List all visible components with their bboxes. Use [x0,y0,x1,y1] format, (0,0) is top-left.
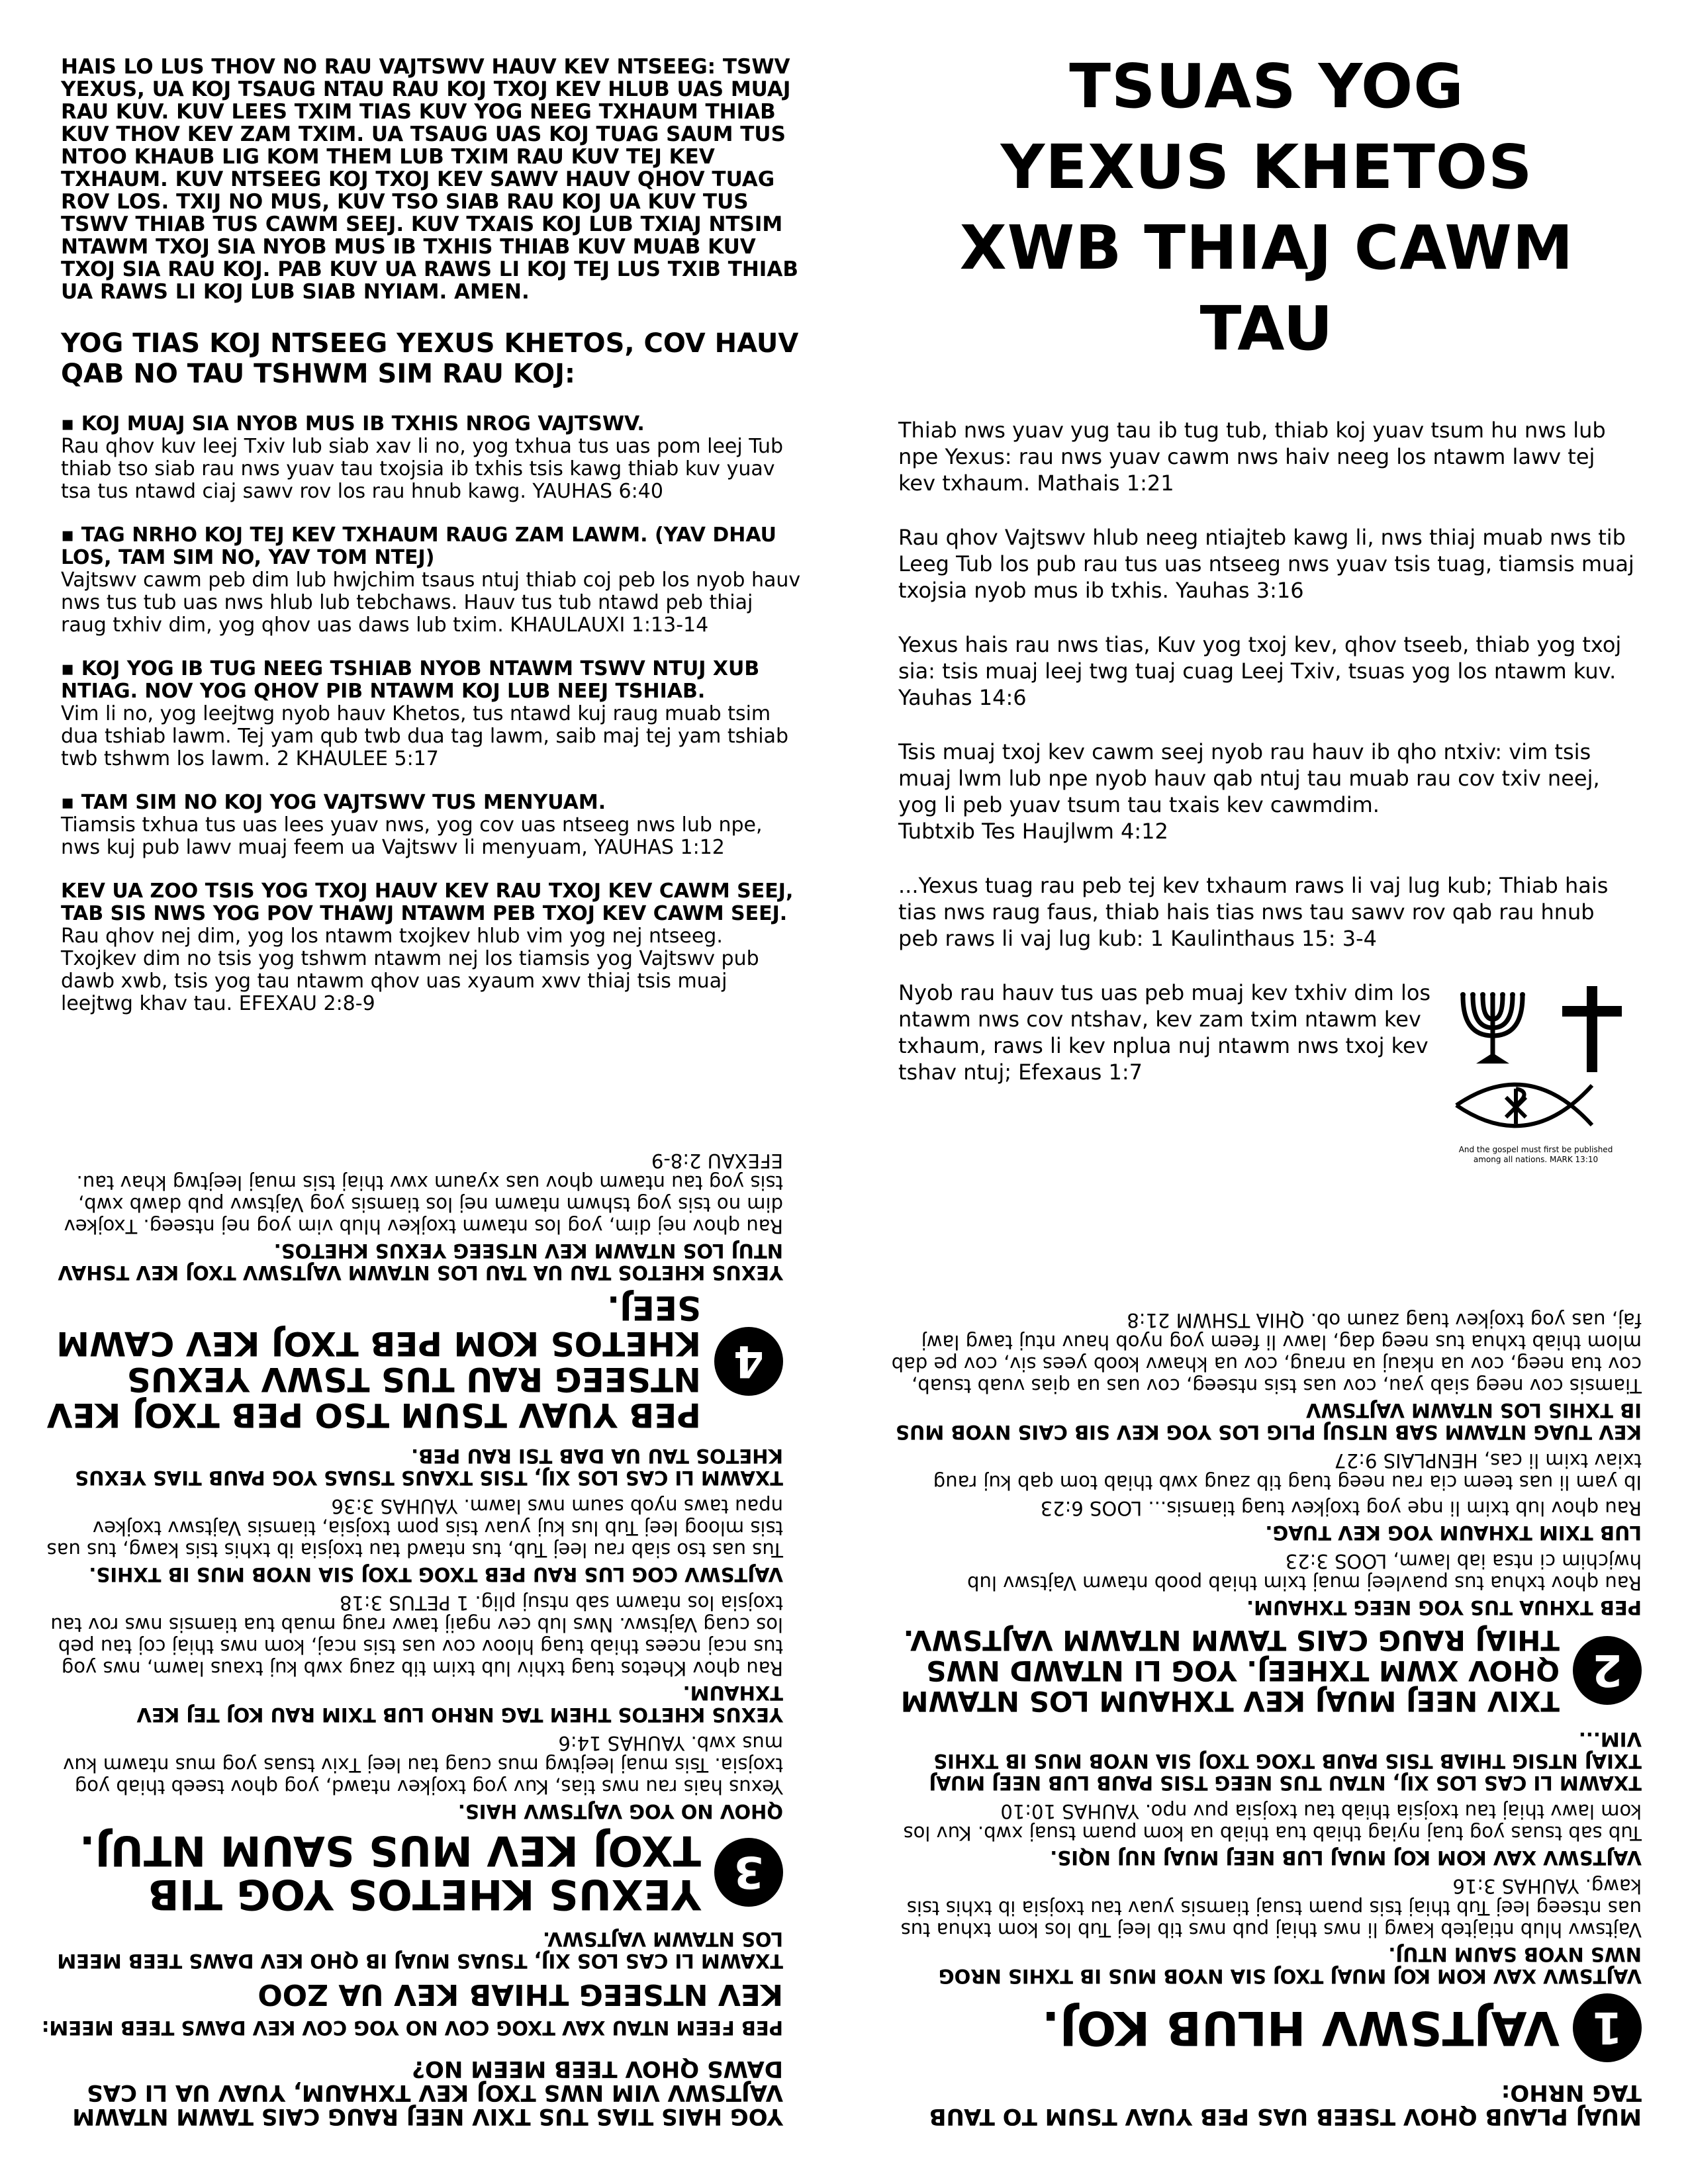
item-subheading: PEB TXHUA TUS YOG NEEG TXHAUM. [1246,1596,1642,1619]
item-text: Tus uas tso siab rau leej Tub, tus ntawd tau txojsia ib txhis tsis kawg, tus uas tsis mloog leej Tub lus kuj yuav tsis pom txojsia, tiamsis Vajtswv txojkev npau taws nyob saum nws lawm. YAUHAS 3:36 [46,1495,783,1561]
item-text: Yexus hais rau nws tias, Kuv yog txojkev ntawd, yog qhov tseeb thiab yog txojsia. Tsis muaj leejtwg mus cuag tau leej Txiv tsuas yog mus ntawm kuv mus xwb. YAUHAS 14:6 [63,1732,783,1798]
verse-text: ...Yexus tuag rau peb tej kev txhaum raws li vaj lug kub; Thiab hais tias nws raug faus, thiab hais tias nws tau sawv rov qab rau hnub peb raws li vaj lug kub: 1 Kaulinthaus 15: 3-4 [898,873,1609,951]
item-text: Rau qhov txhua tus puavleej muaj txim thiab poob ntawm Vajtswv lub hwjchim ci ntsa iab lawm, LOOS 3:23 [967,1550,1642,1594]
cover-title-line: YEXUS KHETOS [1000,132,1533,203]
item-subheading: QHOV NO YOG VAJTSWV HAIS. [457,1800,783,1823]
verse-text: Thiab nws yuav yug tau ib tug tub, thiab koj yuav tsum hu nws lub npe Yexus: rau nws yuav cawm nws haiv neeg los ntawm lawv tej kev txhaum. Mathais 1:21 [898,418,1606,496]
point-text: Rau qhov nej dim, yog los ntawm txojkev hlub vim yog nej ntseeg. Txojkev dim no tsis yog tshwm ntawm nej los tiamsis yog Vajtswv pub dawb xwb, tsis yog tau ntawm qhov uas xyaum xwv thiaj tsis muaj leejtwg khav tau. EFEXAU 2:8-9 [61,925,759,1015]
item-subheading: TXAWM LI CAS LOS XIJ, NTAU TUS NEEG TSIS PAUB LUB NEEJ MUAJ TXIAJ NTSIG THIAB TSIS PAUB TXOG TXOJ SIA NYOB MUS IB TXHIS VIM... [929,1728,1642,1794]
item-subheading: VAJTSWV XAV KOM KOJ MUAJ TXOJ SIA NYOB MUS IB TXHIS NROG NWS NYOB SAUM NTUJ. [938,1943,1642,1987]
section-header [40,1827,783,1919]
cover-title-line: TSUAS YOG [1069,51,1464,122]
point-item [61,880,804,1015]
item-text: Tub sab tsuas yog tuaj nyiag thiab tua thiab ua kom puam tsuaj xwb. Kuv los kom lawv thiaj tau txojsia thiab tau txojsia puv npo. YAUHAS 10:10 [903,1800,1642,1844]
verse-text [898,739,1635,844]
lead-question: MUAJ PLAUB QHOV TSEEB UAS PEB YUAV TSUM TO TAUB TAG NRHO: [929,2079,1642,2130]
item-text: Rau qhov nej dim, yog los ntawm txojkev hlub vim yog nej ntseeg. Txojkev dim no tsis yog tshwm ntawm nej los tiamsis yog Vajtswv pub dawb xwb, tsis yog tau ntawm qhov uas xyaum xwv thiaj tsis muaj leejtwg khav tau. EFEXAU 2:8-9 [64,1150,783,1238]
item-subheading: YEXUS KHETOS THEM TAG NRHO LUB TXIM RAU KOJ TEJ KEV TXHAUM. [136,1682,783,1726]
point-text: Tiamsis txhua tus uas lees yuav nws, yog cov uas ntseeg nws lub npe, nws kuj pub lawv muaj feem ua Vajtswv li menyuam, YAUHAS 1:12 [61,813,763,859]
section-title: YEXUS KHETOS YOG TIB TXOJ KEV MUS SAUM NTUJ. [79,1827,701,1919]
lead-question: YOG HAIS TIAS TUS TXIV NEEJ RAUG CAIS TAWM NTAWM VAJTSWV VIM NWS TXOJ KEV TXHAUM, YUAV UA LI CAS DAWS QHOV TEEB MEEM NO? [72,2056,783,2130]
prayer-text: HAIS LO LUS THOV NO RAU VAJTSWV HAUV KEV NTSEEG: TSWV YEXUS, UA KOJ TSAUG NTAU RAU KOJ TXOJ KEV HLUB UAS MUAJ RAU KUV. KUV LEES TXIM TIAS KUV YOG NEEG TXHAUM THIAB KUV THOV KEV ZAM TXIM. UA TSAUG UAS KOJ TUAG SAUM TUS NTOO KHAUB LIG KOM THEM LUB TXIM RAU KUV TEJ KEV TXHAUM. KUV NTSEEG KOJ TXOJ KEV SAWV HAUV QHOV TUAG ROV LOS. TXIJ NO MUS, KUV TSO SIAB RAU KOJ UA KUV TUS TSWV THIAB TUS CAWM SEEJ. KUV TXAIS KOJ LUB TXIAJ NTSIM NTAWM TXOJ SIA NYOB MUS IB TXHIS THIAB KUV MUAB KUV TXOJ SIA RAU KOJ. PAB KUV UA RAWS LI KOJ TEJ LUS TXIB THIAB UA RAWS LI KOJ LUB SIAB NYIAM. AMEN. [61,55,798,304]
point-item [61,413,804,503]
menorah-icon [1450,989,1536,1069]
item-subheading: LUB TXIM TXHAUM YOG KEV TUAG. [1265,1522,1642,1544]
verse-text: Rau qhov Vajtswv hlub neeg ntiajteb kawg li, nws thiaj muab nws tib Leeg Tub los pub rau tus uas ntseeg nws yuav tsis tuag, tiamsis muaj txojsia nyob mus ib txhis. Yauhas 3:16 [898,525,1634,603]
point-item [61,658,804,770]
section-header [890,1625,1642,1716]
point-title: ▪ TAM SIM NO KOJ YOG VAJTSWV TUS MENYUAM. [61,791,606,814]
verse-text: Nyob rau hauv tus uas peb muaj kev txhiv dim los ntawm nws cov ntshav, kev zam txim ntawm kev txhaum, raws li kev nplua nuj ntawm nws txoj kev tshav ntuj; Efexaus 1:7 [898,980,1431,1085]
section-header [890,1993,1642,2062]
lead-title: KEV NTSEEG THIAB KEV UA ZOO [258,1978,783,2011]
symbols-top [1450,986,1622,1072]
section-title: TXIV NEEJ MUAJ KEV TXHAUM LOS NTAWM QHOV XWM TXHEEJ. YOG LI NTAWD NWS THIAJ RAUG CAIS TAWM NTAWM VAJTSWV. [900,1624,1560,1717]
point-title: ▪ KOJ MUAJ SIA NYOB MUS IB TXHIS NROG VAJTSWV. [61,412,645,435]
verse-text: Yexus hais rau nws tias, Kuv yog txoj kev, qhov tseeb, thiab yog txoj sia: tsis muaj leej twg tuaj cuag Leej Txiv, tsuas yog los ntawm kuv. Yauhas 14:6 [898,632,1622,710]
cover-title [898,46,1635,369]
number-badge: 4 [714,1327,783,1396]
section-heading: YOG TIAS KOJ NTSEEG YEXUS KHETOS, COV HAUV QAB NO TAU TSHWM SIM RAU KOJ: [61,328,799,389]
item-text: Ib yam li uas teem cia rau neeg tuag tib zaug xwb thiab tom qab kuj raug txiav txim li cas, HENPLAIS 9:27 [933,1449,1642,1494]
item-text: Tiamsis cov neeg siab yau, cov uas tsis ntseeg, cov uas ua qias vuab tsuab, cov tua neeg, cov ua nkauj ua nraug, cov ua khawv koob yees siv, cov pe dab mlom thiab txhua tus neeg dag, lawv li feem yog nyob hauv ntuj tawg lawj faj, uas yog txojkev tuag zaum ob. QHIA TSHWM 21:8 [891,1309,1642,1397]
panel-steps-1-2 [844,1092,1688,2184]
point-text: Rau qhov kuv leej Txiv lub siab xav li no, yog txhua tus uas pom leej Tub thiab tso siab rau nws yuav tau txojsia ib txhis tsis kawg thiab kuv yuav tsa tus ntawd ciaj sawv rov los rau hnub kawg. YAUHAS 6:40 [61,435,784,503]
number-badge: 2 [1573,1636,1642,1705]
verse-reference: Tubtxib Tes Haujlwm 4:12 [898,819,1168,844]
section-title: VAJTSWV HLUB KOJ. [1041,2001,1560,2055]
point-text: Vajtswv cawm peb dim lub hwjchim tsaus ntuj thiab coj peb los nyob hauv nws tus tub uas nws hlub lub tebchaws. Hauv tus tub ntawd peb thiaj raug txhiv dim, yog qhov uas daws lub txim. KHAULAUXI 1:13-14 [61,569,801,637]
item-text: Rau qhov Khetos tuag txhiv lub txim tib zaug xwb kuj txaus lawm, nws yog tus ncaj ncees thiab tuag hloov cov uas tsis ncaj, kom nws thiaj coj tau peb los cuag Vajtswv. Nws lub cev ngaij tawv raug muab tua tiamsis nws rov tau txojsia los ntawm sab ntsuj plig. 1 PETUS 3:18 [50,1592,783,1680]
item-subheading: VAJTSWV XAV KOM KOJ MUAJ LUB NEEJ MUAJ NUJ NQIS. [1050,1846,1642,1869]
item-subheading: TXAWM LI CAS LOS XIJ, TSIS TXAUS TSUAS YOG PAUB TIAS YEXUS KHETOS TAU UA DAB TSI RAU PEB. [75,1445,783,1489]
point-item [61,792,804,859]
cover-title-line: XWB THIAJ CAWM TAU [959,212,1574,364]
point-text: Vim li no, yog leejtwg nyob hauv Khetos, tus ntawd kuj raug muab tsim dua tshiab lawm. Tej yam qub twb dua tag lawm, saib maj tej yam tshiab twb tshwm los lawm. 2 KHAULEE 5:17 [61,702,789,770]
section-header [40,1290,783,1433]
point-item [61,524,804,637]
number-badge: 1 [1573,1993,1642,2062]
lead-subheading: PEB FEEM NTAU XAV TXOG COV NO YOG COV KEV DAWS TEEB MEEM: [41,2017,783,2039]
item-subheading: YEXUS KHETOS TAU UA TAU LOS NTAWM VAJTSWV TXOJ KEV TSHAV NTUJ LOS NTAWM KEV NTSEEG YEXUS KHETOS. [58,1240,783,1284]
panel-cover [844,0,1688,1164]
item-subheading: KEV TUAG NTAWM SAB NTSUJ PLIG LOS YOG KEV SIB CAIS NYOB MUS IB TXHIS LOS NTAWM VAJTSWV [896,1399,1642,1443]
panel-steps-3-4 [0,1092,844,2184]
lead-text: TXAWM LI CAS LOS XIJ, TSUAS MUAJ IB QHO KEV DAWS TEEB MEEM LOS NTAWM VAJTSWV. [57,1928,783,1972]
point-title: ▪ TAG NRHO KOJ TEJ KEV TXHAUM RAUG ZAM LAWM. (YAV DHAU LOS, TAM SIM NO, YAV TOM NTEJ) [61,523,777,569]
point-title: KEV UA ZOO TSIS YOG TXOJ HAUV KEV RAU TXOJ KEV CAWM SEEJ, TAB SIS NWS YOG POV THAWJ NTAWM PEB TXOJ KEV CAWM SEEJ. [61,880,794,925]
number-badge: 3 [714,1838,783,1907]
item-text: Vajtswv hlub ntiajteb kawg li nws thiaj pub nws tib leej Tub los kom txhua tus uas ntseeg leej Tub thiaj tsis puam tsuaj tiamsis yuav tau txojsia ib txhis tsis kawg. YAUHAS 3:16 [900,1875,1642,1941]
item-subheading: VAJTSWV COG LUS RAU PEB TXOG TXOJ SIA NYOB MUS IB TXHIS. [89,1563,783,1586]
panel-prayer [0,0,844,1092]
point-title: ▪ KOJ YOG IB TUG NEEG TSHIAB NYOB NTAWM TSWV NTUJ XUB NTIAG. NOV YOG QHOV PIB NTAWM KOJ LUB NEEJ TSHIAB. [61,657,760,703]
verse-body: Tsis muaj txoj kev cawm seej nyob rau hauv ib qho ntxiv: vim tsis muaj lwm lub npe nyob hauv qab ntuj tau muab rau cov txiv neej, yog li peb yuav tsum tau txais kev cawmdim. [898,739,1600,817]
cross-icon [1562,986,1622,1072]
section-title: PEB YUAV TSUM TSO PEB TXOJ KEV NTSEEG RAU TUS TSWV YEXUS KHETOS KOM PEB TXOJ KEV CAWM SEEJ. [46,1289,701,1434]
item-text: Rau qhov lub txim li nqe yog txojkev tuag tiamsis... LOOS 6:23 [1040,1497,1642,1520]
caption-text: And the gospel must first be published among all nations. MARK 13:10 [1458,1145,1613,1164]
